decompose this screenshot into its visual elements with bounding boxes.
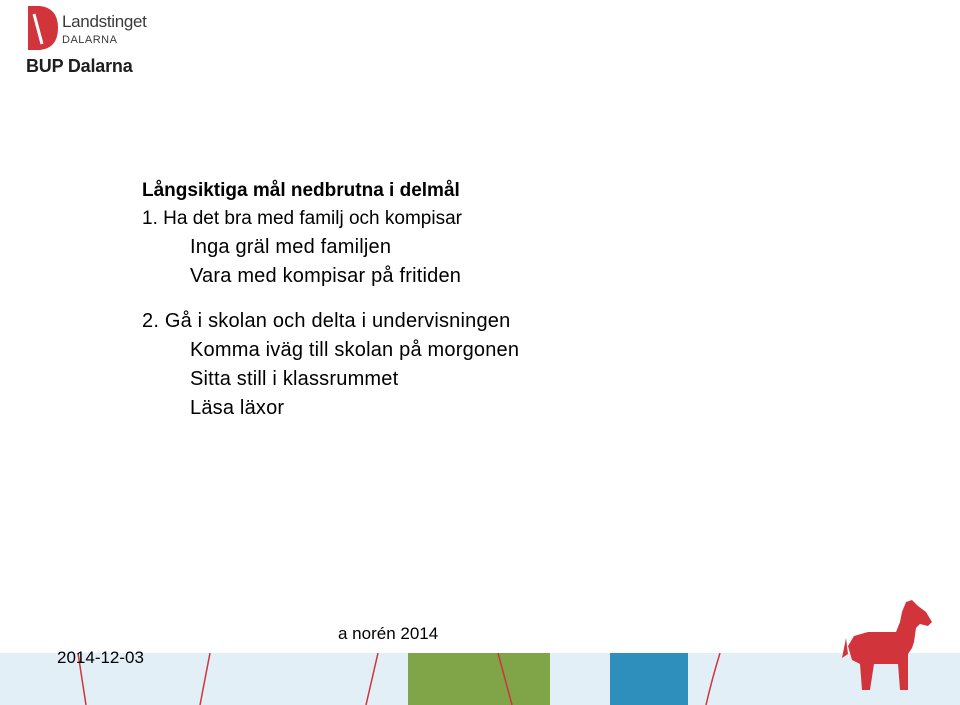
dala-horse-icon	[840, 598, 940, 698]
goal-1-title: 1. Ha det bra med familj och kompisar	[142, 208, 462, 229]
logo-unit-name: BUP Dalarna	[26, 56, 133, 76]
goal-1-item: Vara med kompisar på fritiden	[190, 265, 462, 287]
logo-org-name: Landstinget	[62, 12, 147, 31]
goal-2-title: 2. Gå i skolan och delta i undervisningen	[142, 310, 511, 332]
logo-region-name: DALARNA	[62, 34, 118, 46]
goal-1-item: Inga gräl med familjen	[190, 236, 392, 258]
footer-decoration	[0, 653, 960, 705]
goal-2-item: Läsa läxor	[190, 397, 285, 419]
goal-2-item: Komma iväg till skolan på morgonen	[190, 339, 520, 361]
slide-date: 2014-12-03	[57, 648, 144, 667]
slide-content	[142, 178, 902, 423]
landstinget-logo	[24, 4, 194, 74]
slide-heading: Långsiktiga mål nedbrutna i delmål	[142, 180, 460, 201]
goal-2-item: Sitta still i klassrummet	[190, 368, 399, 390]
dalarna-d-icon	[26, 4, 60, 52]
slide-author: a norén 2014	[338, 624, 439, 643]
